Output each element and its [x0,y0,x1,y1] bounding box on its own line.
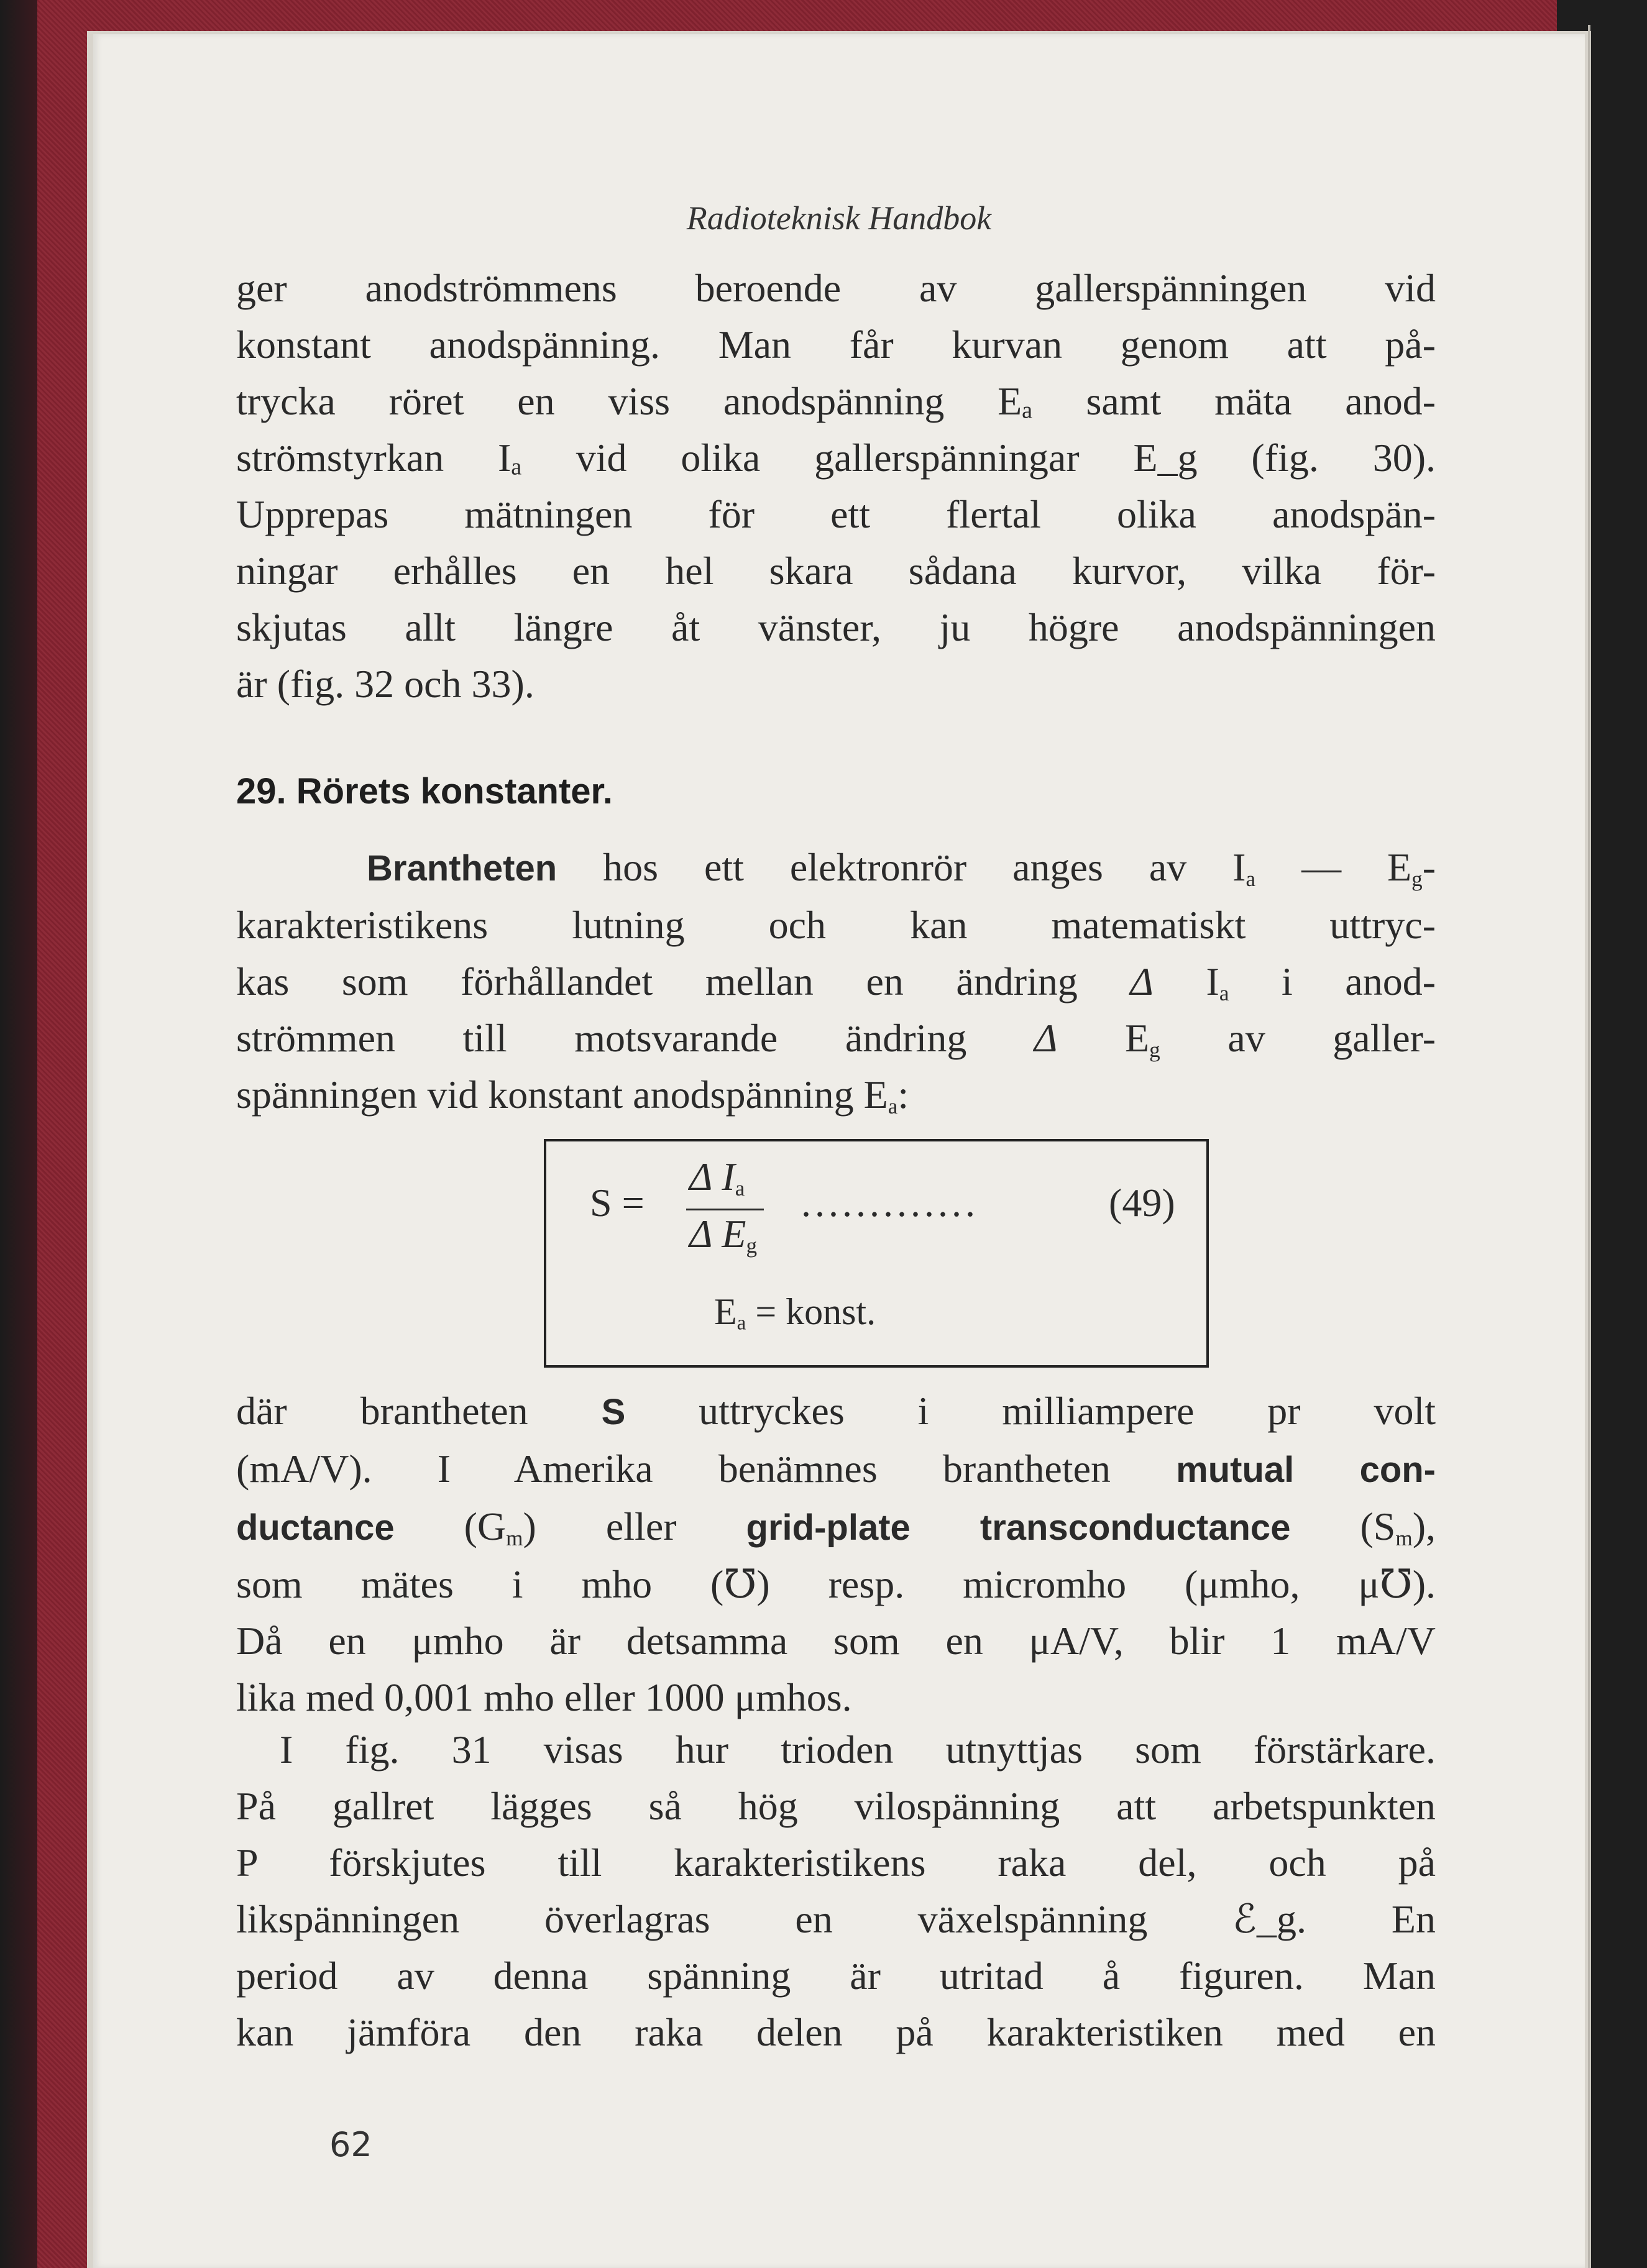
symbol-e: E [863,1072,888,1117]
text-line: skjutas allt längre åt vänster, ju högre anodspänningen [236,605,1436,649]
text-line: ger anodströmmens beroende av gallerspänningen vid [236,266,1436,310]
text-line [236,839,1436,897]
denominator-sub: g [746,1233,758,1258]
term-brantheten: Brantheten [367,848,557,889]
numerator-sub: a [735,1176,745,1200]
text-line: trycka röret en viss anodspänning Eₐ samt mäta anod- [236,379,1436,423]
text-line [236,953,1436,1010]
formula-lhs: S = [590,1181,645,1225]
text-line: karakteristikens lutning och kan matematiskt uttryc- [236,903,1436,947]
text-line: Då en μmho är detsamma som en μA/V, blir 1 mA/V [236,1619,1436,1663]
text-line: lika med 0,001 mho eller 1000 μmhos. [236,1675,852,1719]
colon: : [897,1072,909,1117]
page-number: 62 [329,2125,372,2164]
delta-eg [1034,1016,1160,1060]
text-span: spänningen vid konstant anodspänning [236,1072,854,1117]
fraction-bar [686,1209,764,1210]
text-span: (G [464,1504,507,1548]
text-line: som mätes i mho (℧) resp. micromho (μmho, μ℧). [236,1562,1436,1606]
text-span: i anod- [1281,959,1436,1004]
formula-box [544,1139,1209,1368]
text-line: ningar erhålles en hel skara sådana kurvor, vilka för- [236,549,1436,593]
spine-line [1588,25,1590,2268]
text-line: konstant anodspänning. Man får kurvan genom att på- [236,322,1436,367]
equation-number: (49) [1109,1181,1175,1225]
gm-symbol [464,1504,677,1548]
dash: — [1301,845,1342,889]
paragraph-4 [236,1721,1436,2060]
text-line: P förskjutes till karakteristikens raka del, och på [236,1840,1436,1885]
paragraph-1 [236,260,1436,712]
symbol-i: I [1232,845,1246,889]
text-line [236,1498,1436,1556]
text-span: av galler- [1227,1016,1436,1060]
delta-ia [1130,959,1229,1004]
subscript-m: m [1395,1525,1413,1550]
term-ductance: ductance [236,1507,395,1548]
text-line: Upprepas mätningen för ett flertal olika anodspän- [236,492,1436,536]
subscript-g: g [1411,866,1423,891]
text-span: ) eller [523,1504,677,1548]
text-line: På gallret lägges så hög vilospänning att arbetspunkten [236,1784,1436,1828]
denominator-text: Δ E [689,1212,746,1256]
text-span: hos ett elektronrör anges av [603,845,1187,889]
delta-symbol: Δ [1034,1016,1058,1060]
running-head: Radioteknisk Handbok [686,199,992,237]
text-span: (mA/V). I Amerika benämnes brantheten [236,1447,1111,1491]
text-span: strömmen till motsvarande ändring [236,1016,967,1060]
text-line [236,1440,1436,1498]
term-transconductance: grid-plate transconductance [746,1507,1291,1548]
sm-symbol [1360,1504,1436,1548]
text-line: I fig. 31 visas hur trioden utnyttjas som förstärkare. [280,1727,1436,1772]
text-line [236,1010,1436,1066]
text-line: strömstyrkan Iₐ vid olika gallerspänningar E_g (fig. 30). [236,436,1436,480]
formula-condition [714,1291,876,1333]
subscript-a: a [888,1094,898,1118]
text-span: (S [1360,1504,1396,1548]
text-span: ), [1412,1504,1436,1548]
text-line: kan jämföra den raka delen på karakteristiken med en [236,2010,1436,2054]
symbol-ea [864,1072,909,1117]
text-line: likspänningen överlagras en växelspänning ℰ_g. En [236,1897,1436,1941]
text-span: kas som förhållandet mellan en ändring [236,959,1078,1004]
condition-sub: a [736,1312,746,1335]
delta-symbol: Δ [1130,959,1154,1004]
hyphen: - [1422,845,1436,889]
symbol-i: I [1206,959,1219,1004]
subscript-a: a [1219,981,1229,1005]
paragraph-3 [236,1383,1436,1726]
text-line: är (fig. 32 och 33). [236,662,534,706]
numerator-text: Δ I [689,1155,735,1199]
formula-numerator [689,1154,745,1200]
paragraph-2 [236,839,1436,1123]
symbol-e: E [1387,845,1412,889]
symbol-e: E [1125,1016,1150,1060]
formula-dots: ............. [801,1181,979,1225]
formula-denominator [689,1211,757,1257]
subscript-g: g [1149,1037,1160,1062]
term-mutual: mutual con- [1176,1450,1436,1490]
symbol-s: S [601,1392,626,1432]
condition-e: E [714,1291,737,1332]
condition-rest: = konst. [746,1291,876,1332]
text-span: uttryckes i milliampere pr volt [699,1389,1436,1433]
text-line: period av denna spänning är utritad å figuren. Man [236,1954,1436,1998]
subscript-a: a [1246,866,1256,891]
section-heading: 29. Rörets konstanter. [236,771,613,812]
text-line [236,1066,1436,1123]
subscript-m: m [506,1525,523,1550]
symbol-ia [1232,845,1255,889]
symbol-eg [1387,845,1436,889]
text-span: där brantheten [236,1389,528,1433]
text-line [236,1383,1436,1440]
cover-shadow [0,0,37,2268]
